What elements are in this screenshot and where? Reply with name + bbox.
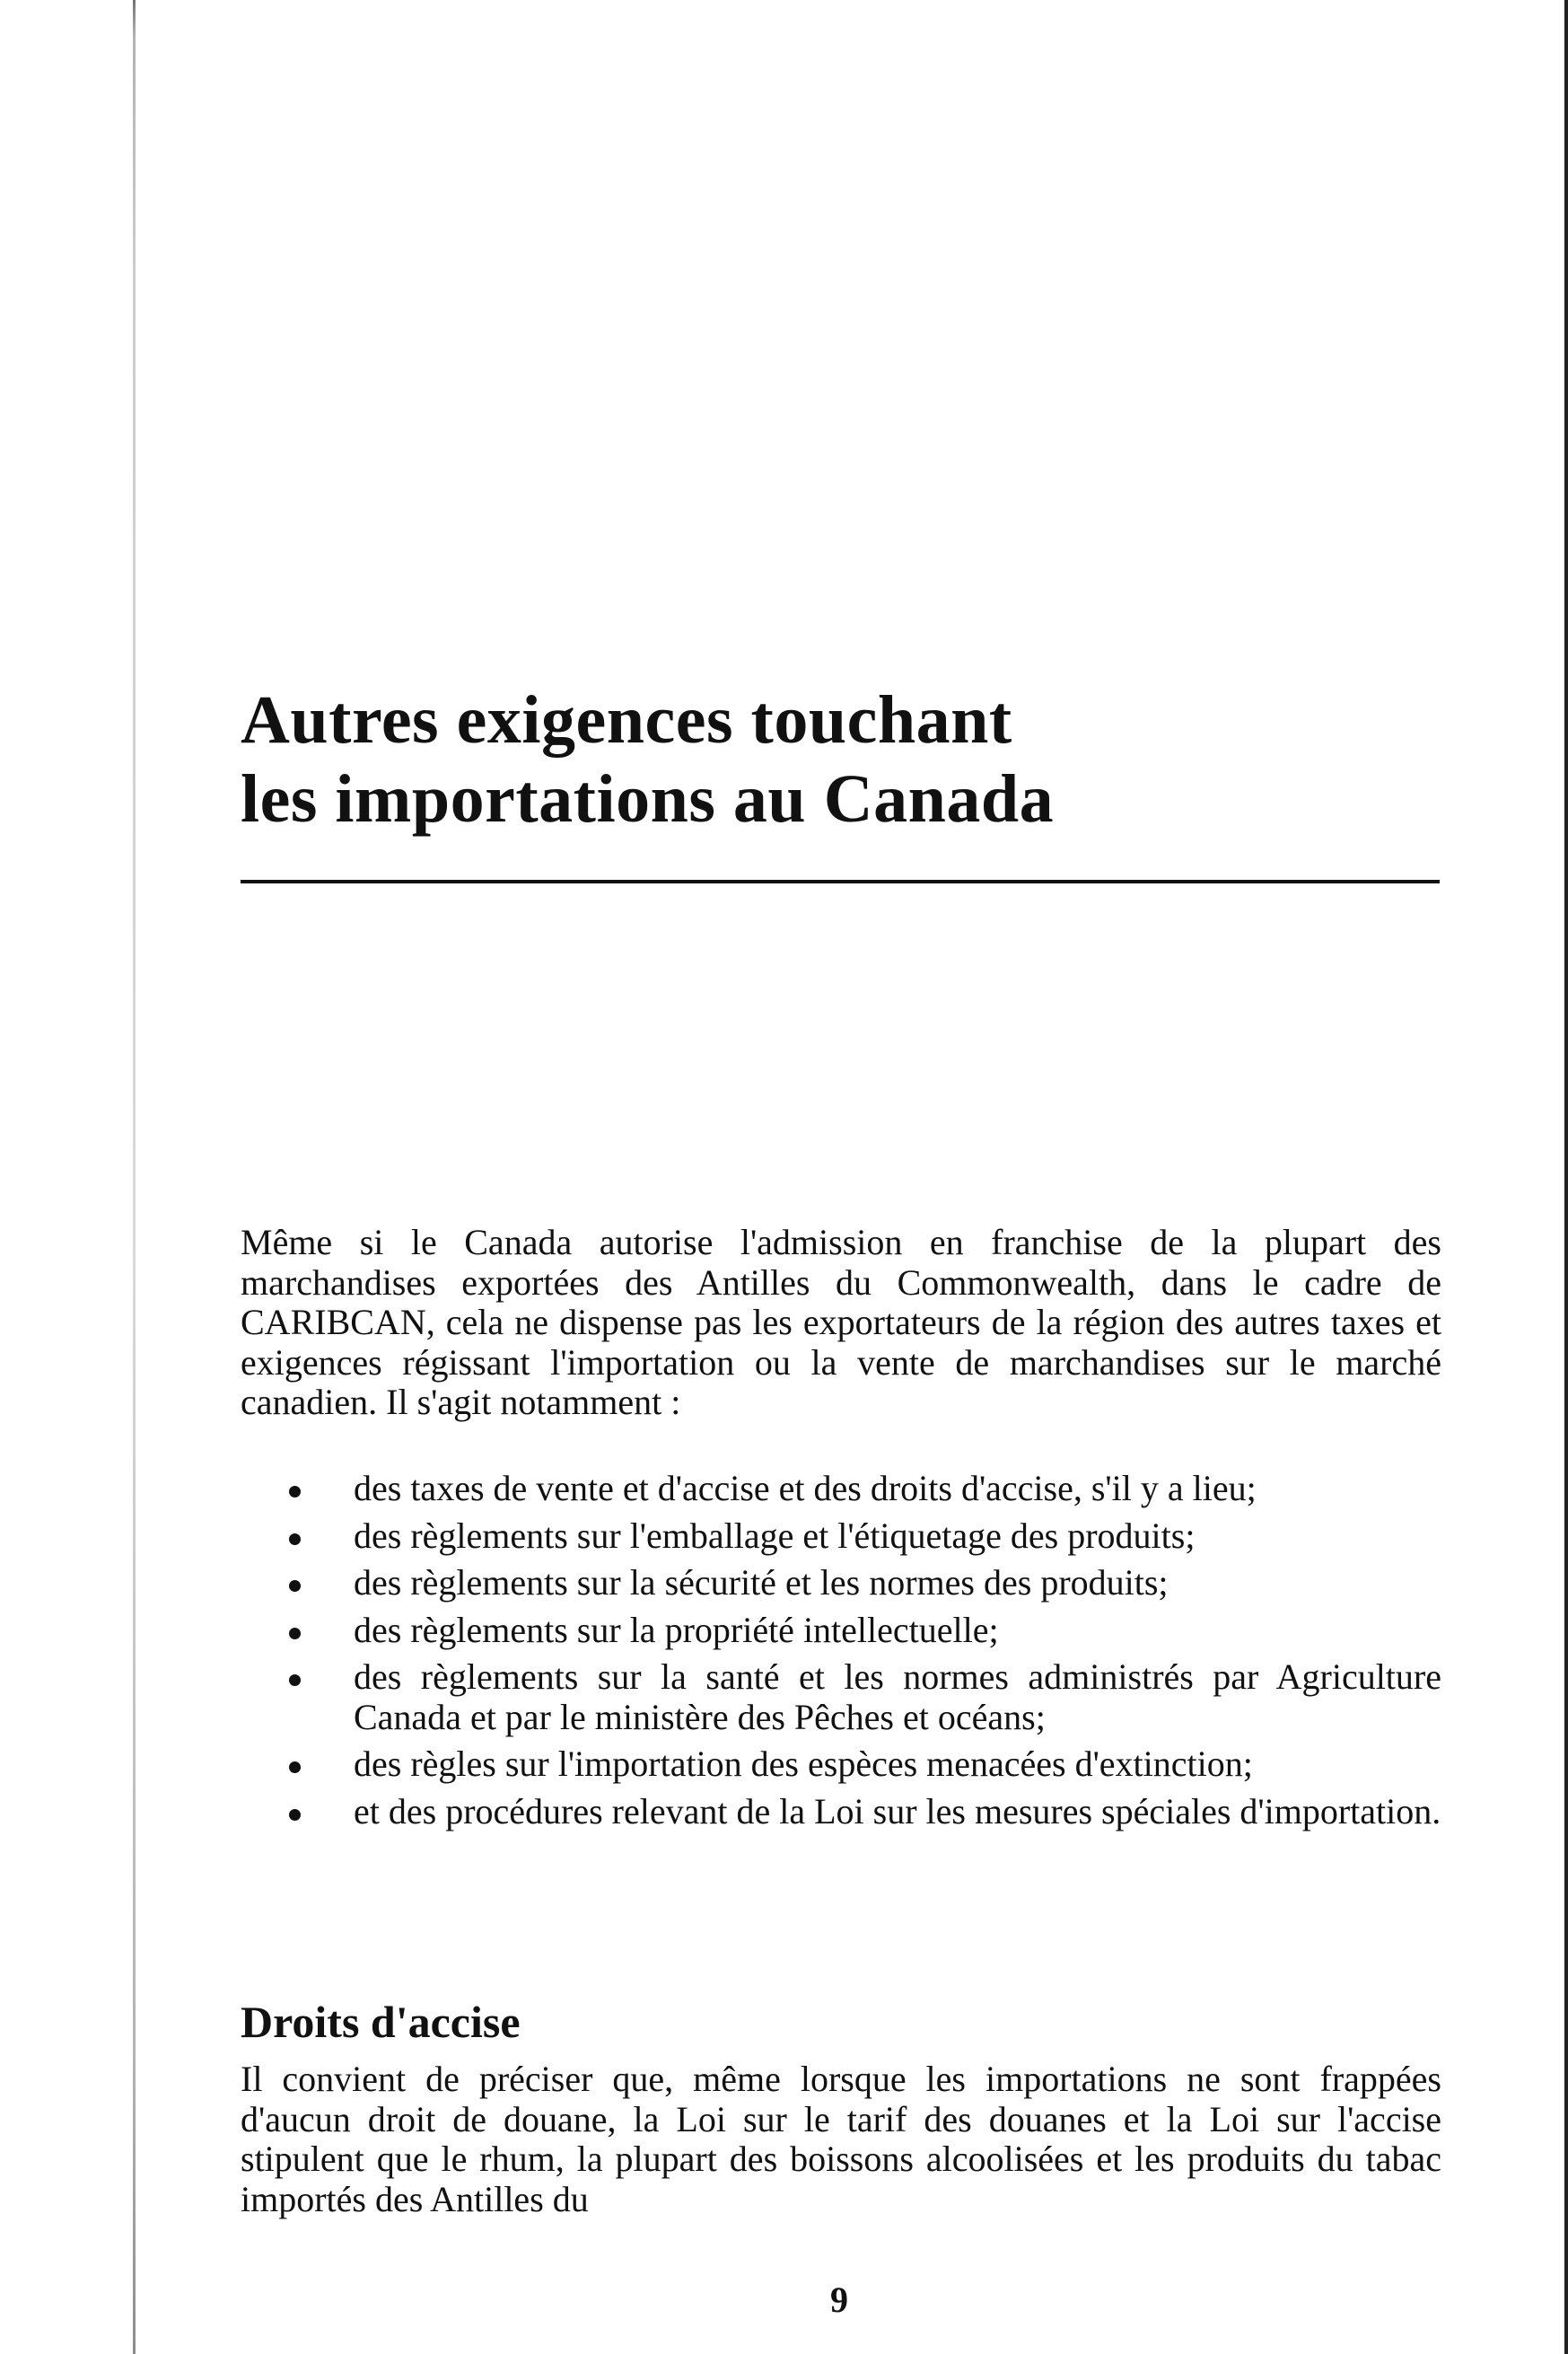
list-item [241, 1657, 1441, 1737]
page-title [241, 681, 1452, 839]
list-item [241, 1563, 1441, 1603]
requirements-list [241, 1469, 1441, 1839]
list-item-text: et des procédures relevant de la Loi sur les mesures spéciales d'importation. [354, 1790, 1441, 1831]
bullet-icon [289, 1533, 301, 1545]
bullet-icon [289, 1628, 301, 1639]
list-item-text: des règles sur l'importation des espèces menacées d'extinction; [354, 1744, 1253, 1784]
list-item-text: des règlements sur la propriété intellectuelle; [354, 1609, 999, 1650]
scan-edge-right [1564, 0, 1568, 2354]
intro-paragraph: Même si le Canada autorise l'admission en franchise de la plupart des marchandises exportées des Antilles du Commonwealth, dans le cadre de CARIBCAN, cela ne dispense pas les exportateurs de la région des autres taxes et exigences régissant l'importation ou la vente de marchandises sur le marché canadien. Il s'agit notamment : [241, 1222, 1441, 1422]
section-heading: Droits d'accise [241, 1997, 521, 2047]
page-number: 9 [830, 2279, 848, 2320]
list-item [241, 1792, 1441, 1832]
title-line-1: Autres exigences touchant [241, 682, 1012, 758]
list-item [241, 1469, 1441, 1509]
bullet-icon [289, 1580, 301, 1592]
title-divider [241, 880, 1440, 883]
list-item-text: des règlements sur l'emballage et l'étiquetage des produits; [354, 1515, 1196, 1556]
list-item [241, 1744, 1441, 1785]
section-paragraph: Il convient de préciser que, même lorsque les importations ne sont frappées d'aucun droit de douane, la Loi sur le tarif des douanes et la Loi sur l'accise stipulent que le rhum, la plupart des boissons alcoolisées et les produits du tabac importés des Antilles du [241, 2059, 1441, 2219]
bullet-icon [289, 1486, 301, 1498]
list-item-text: des taxes de vente et d'accise et des droits d'accise, s'il y a lieu; [354, 1468, 1257, 1508]
list-item [241, 1516, 1441, 1557]
bullet-icon [289, 1674, 301, 1686]
scan-edge-left [133, 0, 136, 2354]
bullet-icon [289, 1809, 301, 1821]
title-line-2: les importations au Canada [241, 761, 1055, 837]
list-item-text: des règlements sur la sécurité et les normes des produits; [354, 1562, 1169, 1603]
list-item [241, 1611, 1441, 1651]
bullet-icon [289, 1761, 301, 1773]
list-item-text: des règlements sur la santé et les normes administrés par Agriculture Canada et par le ministère des Pêches et océans; [354, 1656, 1441, 1737]
